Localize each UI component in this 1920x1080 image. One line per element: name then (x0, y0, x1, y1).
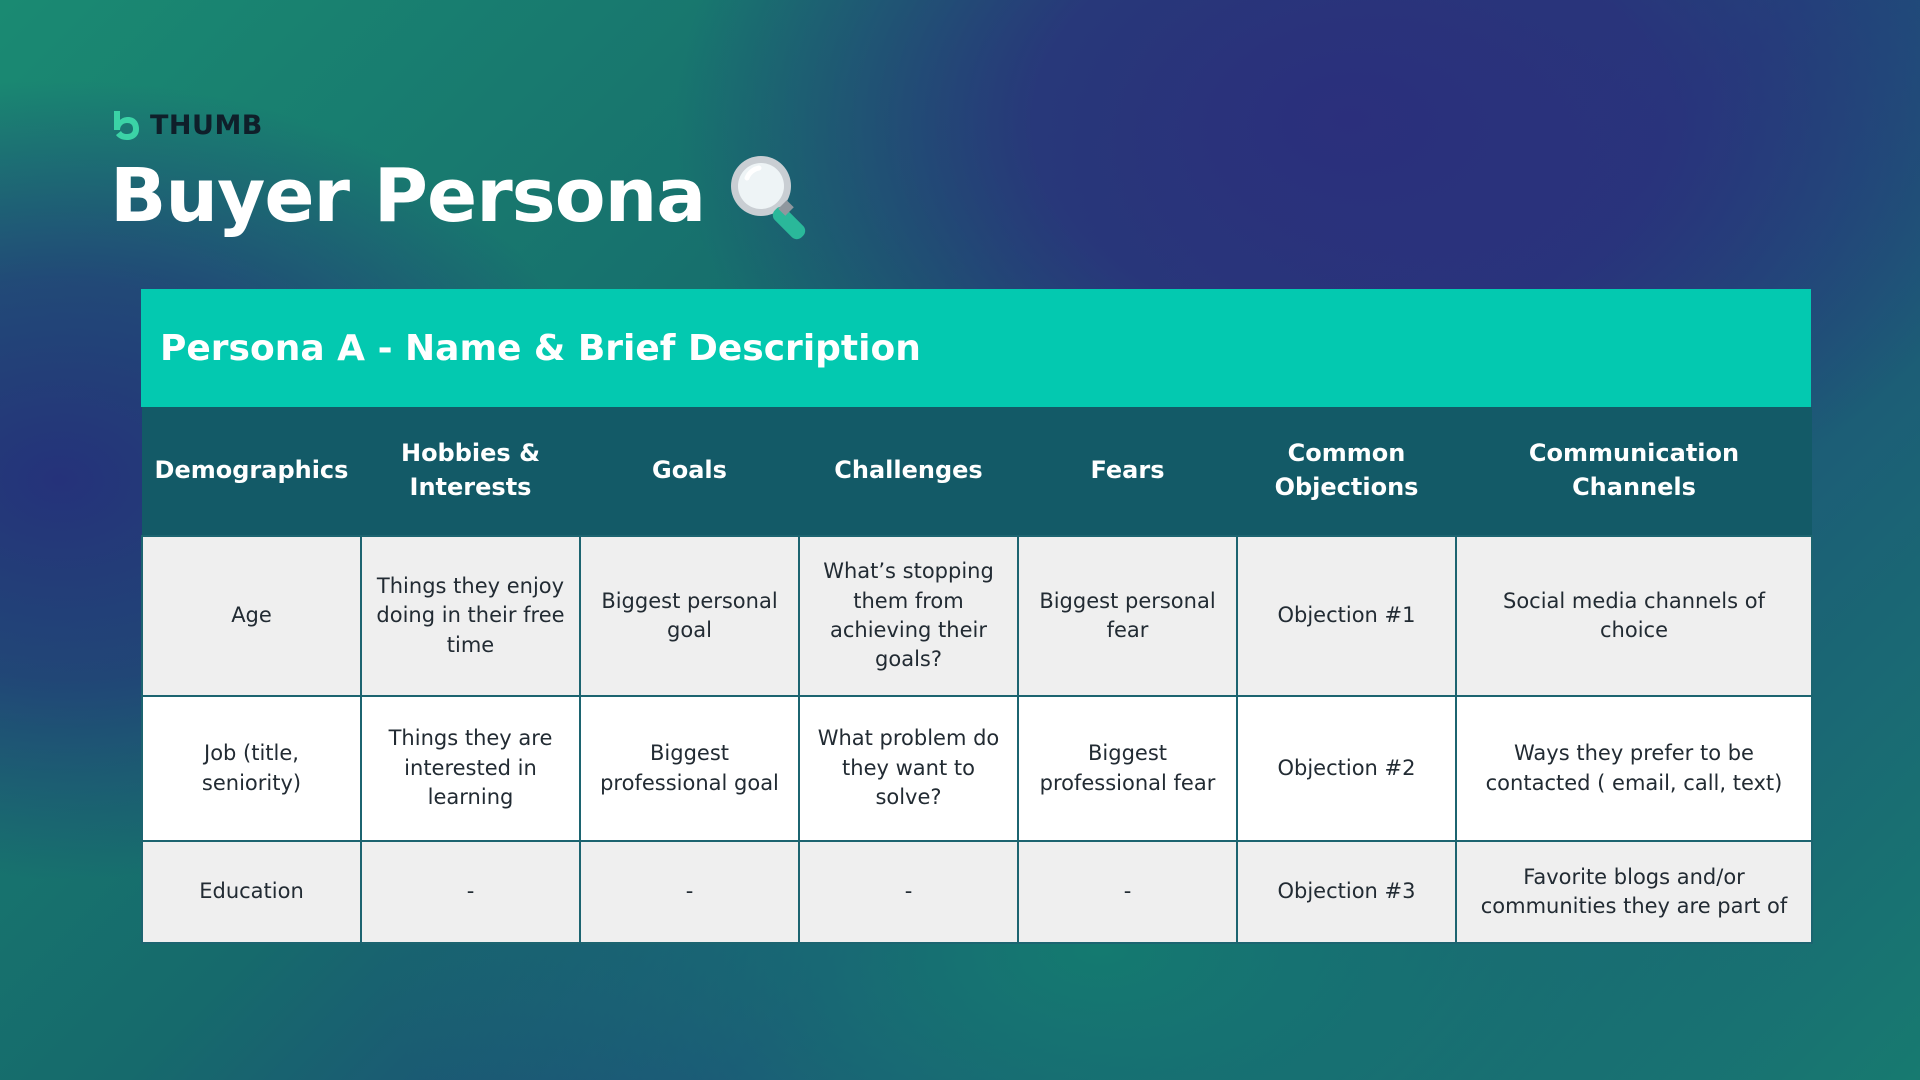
column-header: Fears (1018, 407, 1237, 536)
table-cell: Education (142, 841, 361, 943)
column-header: Challenges (799, 407, 1018, 536)
thumb-logo-icon (110, 108, 142, 142)
brand-name: THUMB (150, 109, 263, 141)
column-header: Common Objections (1237, 407, 1456, 536)
persona-grid (141, 407, 1813, 944)
table-row (142, 696, 1812, 841)
table-cell: - (799, 841, 1018, 943)
column-header: Demographics (142, 407, 361, 536)
table-cell: - (361, 841, 580, 943)
column-header: Hobbies & Interests (361, 407, 580, 536)
table-cell: Favorite blogs and/or communities they are part of (1456, 841, 1812, 943)
table-cell: What problem do they want to solve? (799, 696, 1018, 841)
table-cell: Objection #1 (1237, 536, 1456, 696)
persona-title: Persona A - Name & Brief Description (160, 327, 921, 369)
table-row (142, 536, 1812, 696)
table-cell: - (580, 841, 799, 943)
table-cell: Things they enjoy doing in their free time (361, 536, 580, 696)
magnifying-glass-icon (725, 150, 817, 242)
table-cell: Biggest professional goal (580, 696, 799, 841)
table-cell: Social media channels of choice (1456, 536, 1812, 696)
table-cell: - (1018, 841, 1237, 943)
table-cell: Biggest professional fear (1018, 696, 1237, 841)
table-cell: Job (title, seniority) (142, 696, 361, 841)
brand-logo (110, 108, 263, 142)
table-cell: Ways they prefer to be contacted ( email, call, text) (1456, 696, 1812, 841)
table-cell: Biggest personal goal (580, 536, 799, 696)
column-header: Communication Channels (1456, 407, 1812, 536)
table-cell: Things they are interested in learning (361, 696, 580, 841)
table-cell: What’s stopping them from achieving their goals? (799, 536, 1018, 696)
table-row (142, 841, 1812, 943)
header-row (142, 407, 1812, 536)
table-cell: Biggest personal fear (1018, 536, 1237, 696)
persona-table (141, 289, 1811, 944)
page-title: Buyer Persona (110, 153, 706, 239)
table-cell: Objection #2 (1237, 696, 1456, 841)
table-cell: Age (142, 536, 361, 696)
page-header (110, 150, 817, 242)
table-cell: Objection #3 (1237, 841, 1456, 943)
column-header: Goals (580, 407, 799, 536)
persona-header (141, 289, 1811, 407)
